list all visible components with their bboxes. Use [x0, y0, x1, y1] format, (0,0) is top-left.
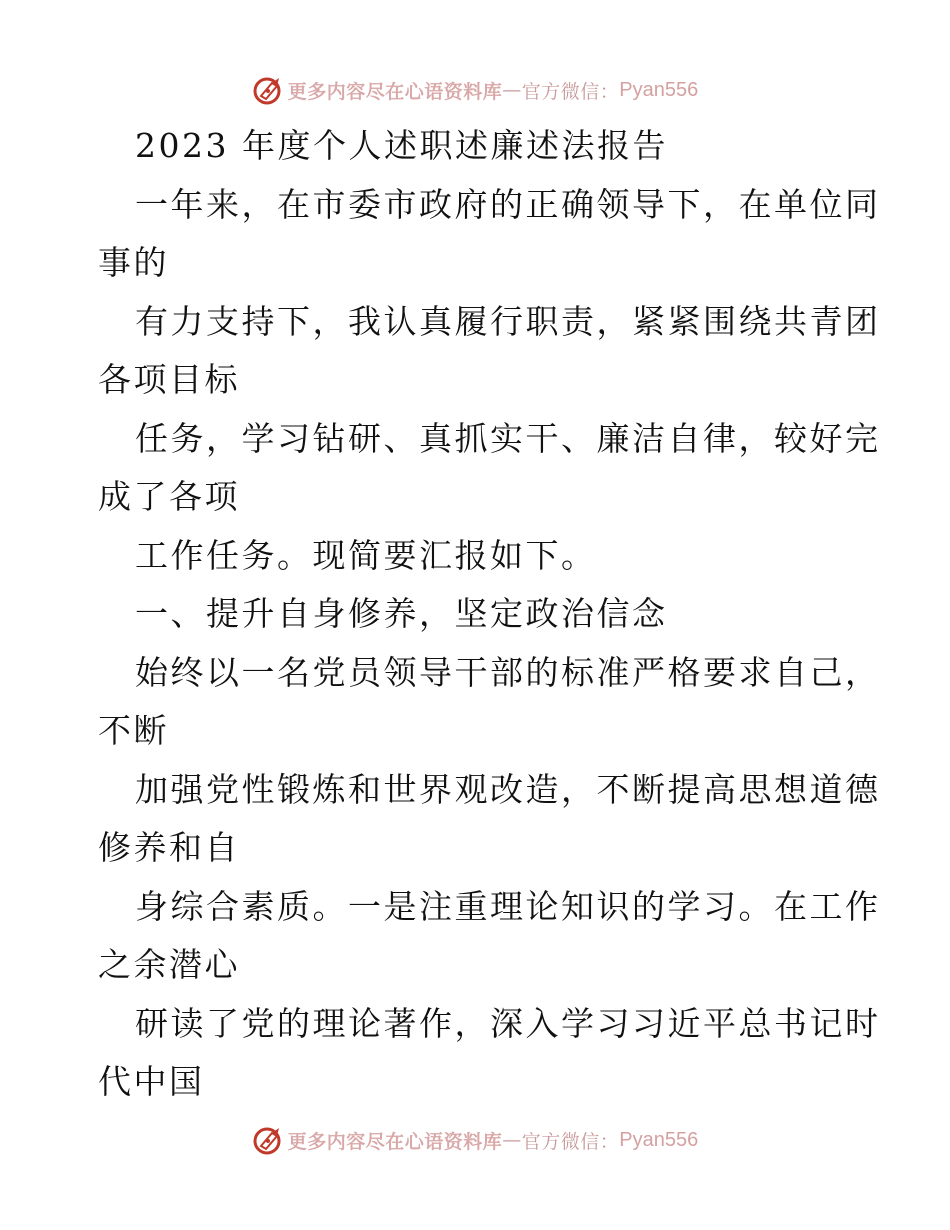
body-line: 之余潜心: [98, 945, 240, 984]
banner-main-text: 更多内容尽在心语资料库: [287, 80, 503, 103]
document-body: [98, 117, 881, 1112]
body-line: 工作任务。现简要汇报如下。: [135, 535, 597, 575]
body-line: 身综合素质。一是注重理论知识的学习。在工作: [135, 886, 881, 926]
banner-separator: —: [502, 79, 522, 101]
body-line: 始终以一名党员领导干部的标准严格要求自己，: [135, 652, 881, 692]
banner-sub-text: 官方微信：: [521, 80, 620, 103]
body-line: 事的: [98, 243, 169, 282]
body-line: 不断: [98, 711, 169, 750]
pen-nib-logo-icon: [252, 74, 284, 106]
body-line: 任务，学习钻研、真抓实干、廉洁自律，较好完: [135, 418, 881, 458]
body-line: 一年来，在市委市政府的正确领导下，在单位同: [135, 184, 881, 224]
banner-main-text: 更多内容尽在心语资料库: [287, 1130, 503, 1153]
banner-wechat-id: Pyan556: [619, 1128, 699, 1151]
header-banner: [0, 72, 950, 108]
body-line: 研读了党的理论著作，深入学习习近平总书记时: [135, 1003, 881, 1043]
banner-sub-text: 官方微信：: [521, 1130, 620, 1153]
banner-wechat-id: Pyan556: [619, 78, 699, 101]
pen-nib-logo-icon: [252, 1124, 284, 1156]
body-line: 加强党性锻炼和世界观改造，不断提高思想道德: [135, 769, 881, 809]
document-title: 2023 年度个人述职述廉述法报告: [135, 126, 668, 165]
body-line: 各项目标: [98, 360, 240, 399]
footer-banner: [0, 1122, 950, 1158]
body-line: 成了各项: [98, 477, 240, 516]
section-heading: 一、提升自身修养，坚定政治信念: [135, 594, 668, 633]
body-line: 有力支持下，我认真履行职责，紧紧围绕共青团: [135, 301, 881, 341]
body-line: 代中国: [98, 1062, 205, 1101]
body-line: 修养和自: [98, 828, 240, 867]
banner-separator: —: [502, 1129, 522, 1151]
